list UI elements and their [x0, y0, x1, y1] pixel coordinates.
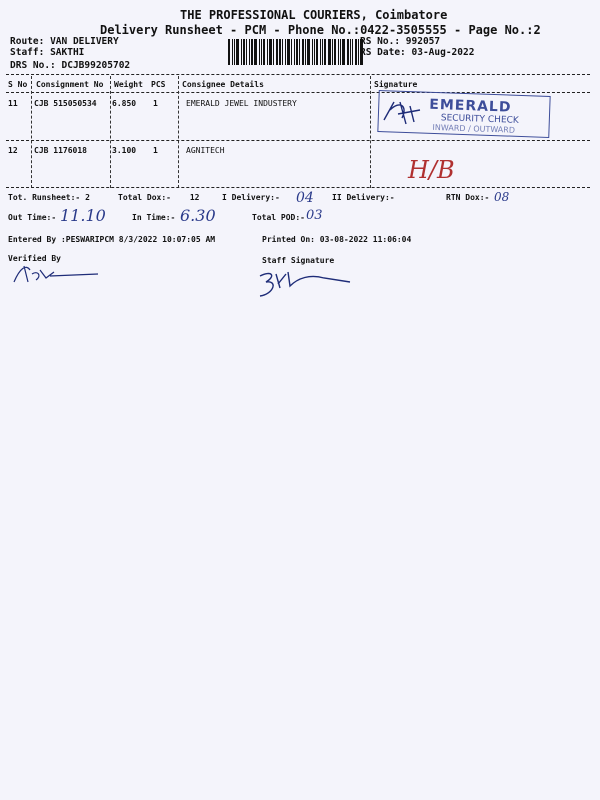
col-header-weight: Weight: [114, 80, 143, 89]
row-sno: 11: [8, 99, 18, 108]
barcode-bar: [340, 39, 341, 65]
rtn-dox-label: RTN Dox:-: [446, 193, 490, 202]
company-name: THE PROFESSIONAL COURIERS, Coimbatore: [180, 8, 448, 22]
row-divider: [6, 140, 590, 141]
total-runsheet-value: 2: [85, 193, 90, 202]
rs-no-field: [360, 36, 440, 47]
barcode-bar: [320, 39, 321, 65]
verified-by-label: Verified By: [8, 254, 61, 263]
route-field: [10, 36, 119, 47]
i-delivery-label: I Delivery:-: [222, 193, 280, 202]
barcode-bar: [332, 39, 333, 65]
barcode-bar: [259, 39, 260, 65]
col-header-signature: Signature: [374, 80, 418, 89]
row-consignee: AGNITECH: [186, 146, 225, 155]
staff-value: SAKTHI: [50, 47, 85, 58]
staff-signature: [254, 266, 354, 304]
barcode-bar: [296, 39, 298, 65]
rs-no-label: RS No.:: [360, 36, 401, 47]
staff-field: [10, 47, 84, 58]
out-time-value: 11.10: [60, 206, 106, 225]
signature-row1: [380, 96, 430, 130]
barcode-bar: [324, 39, 326, 65]
entered-by: Entered By :PESWARIPCM 8/3/2022 10:07:05 AM: [8, 235, 216, 244]
barcode-bar: [282, 39, 283, 65]
rs-date-field: [360, 47, 474, 58]
drs-value: DCJB99205702: [61, 60, 131, 71]
col-divider: [110, 76, 111, 188]
row-sno: 12: [8, 146, 18, 155]
i-delivery-value: 04: [296, 190, 314, 206]
staff-label: Staff:: [10, 47, 45, 58]
stamp-line3: INWARD / OUTWARD: [432, 122, 516, 135]
barcode-bar: [232, 39, 233, 65]
barcode-bar: [228, 39, 230, 65]
barcode-bar: [254, 39, 257, 65]
barcode-bar: [249, 39, 250, 65]
col-header-consignee: Consignee Details: [182, 80, 264, 89]
table-top-divider: [6, 74, 590, 75]
row-pcs: 1: [153, 99, 158, 108]
row-consignment: CJB 1176018: [34, 146, 87, 155]
row-weight: 6.850: [112, 99, 137, 108]
barcode-bar: [236, 39, 239, 65]
barcode-bar: [263, 39, 265, 65]
barcode-bar: [276, 39, 278, 65]
barcode-bar: [338, 39, 339, 65]
in-time-label: In Time:-: [132, 213, 176, 222]
barcode-bar: [350, 39, 351, 65]
col-header-pcs: PCS: [151, 80, 166, 89]
barcode-bar: [352, 39, 353, 65]
col-header-consignment: Consignment No: [36, 80, 104, 89]
verifier-signature: [10, 262, 102, 286]
col-divider: [31, 76, 32, 188]
printed-on: Printed On: 03-08-2022 11:06:04: [262, 235, 412, 244]
rs-date-value: 03-Aug-2022: [411, 47, 475, 58]
route-value: VAN DELIVERY: [50, 36, 119, 47]
ii-delivery-label: II Delivery:-: [332, 193, 395, 202]
barcode-bar: [299, 39, 300, 65]
total-pod-label: Total POD:-: [252, 213, 305, 222]
runsheet-subtitle: Delivery Runsheet - PCM - Phone No.:0422-3505555 - Page No.:2: [100, 23, 541, 37]
rtn-dox: [446, 193, 489, 202]
barcode-bar: [355, 39, 357, 65]
rtn-dox-value: 08: [494, 190, 510, 204]
barcode-bar: [287, 39, 290, 65]
col-header-sno: S No: [8, 80, 28, 89]
barcode-bar: [334, 39, 336, 65]
route-label: Route:: [10, 36, 45, 47]
barcode-bar: [316, 39, 318, 65]
barcode-bar: [279, 39, 281, 65]
rs-date-label: RS Date:: [360, 47, 406, 58]
barcode-bar: [273, 39, 274, 65]
rs-no-value: 992057: [405, 36, 441, 47]
col-divider: [178, 76, 179, 188]
row-consignee: EMERALD JEWEL INDUSTERY: [186, 99, 297, 108]
total-runsheet-label: Tot. Runsheet:-: [8, 193, 81, 202]
barcode-bar: [358, 39, 359, 65]
out-time-label: Out Time:-: [8, 213, 57, 222]
barcode-bar: [294, 39, 295, 65]
handwritten-hb: H/B: [408, 156, 455, 184]
stamp-title: EMERALD: [429, 96, 512, 116]
barcode-bar: [261, 39, 262, 65]
row-consignment: CJB 515050534: [34, 99, 97, 108]
table-bottom-divider: [6, 187, 590, 188]
barcode-bar: [269, 39, 272, 65]
barcode-bar: [328, 39, 331, 65]
drs-field: [10, 60, 130, 71]
barcode-bar: [305, 39, 306, 65]
total-dox-label: Total Dox:-: [118, 193, 171, 202]
barcode-bar: [241, 39, 242, 65]
stamp-subtitle: SECURITY CHECK: [440, 113, 519, 126]
in-time-value: 6.30: [180, 206, 216, 225]
barcode-bar: [307, 39, 310, 65]
barcode-bar: [285, 39, 286, 65]
barcode-bar: [302, 39, 304, 65]
barcode-bar: [246, 39, 247, 65]
barcode-bar: [243, 39, 245, 65]
ii-delivery: [332, 193, 395, 202]
table-header-divider: [6, 92, 590, 93]
col-divider: [370, 76, 371, 188]
i-delivery: [222, 193, 280, 202]
barcode-bar: [267, 39, 268, 65]
row-weight: 3.100: [112, 146, 137, 155]
barcode-bar: [342, 39, 345, 65]
drs-label: DRS No.:: [10, 60, 56, 71]
staff-signature-label: Staff Signature: [262, 256, 335, 265]
row-pcs: 1: [153, 146, 158, 155]
total-dox-value: 12: [189, 193, 200, 202]
barcode-bar: [312, 39, 313, 65]
total-pod-value: 03: [306, 208, 323, 223]
total-runsheet: [8, 193, 90, 202]
barcode-bar: [314, 39, 315, 65]
barcode: [228, 39, 365, 65]
barcode-bar: [291, 39, 292, 65]
barcode-bar: [347, 39, 349, 65]
barcode-bar: [322, 39, 323, 65]
total-dox: [118, 193, 199, 202]
barcode-bar: [251, 39, 253, 65]
barcode-bar: [234, 39, 235, 65]
